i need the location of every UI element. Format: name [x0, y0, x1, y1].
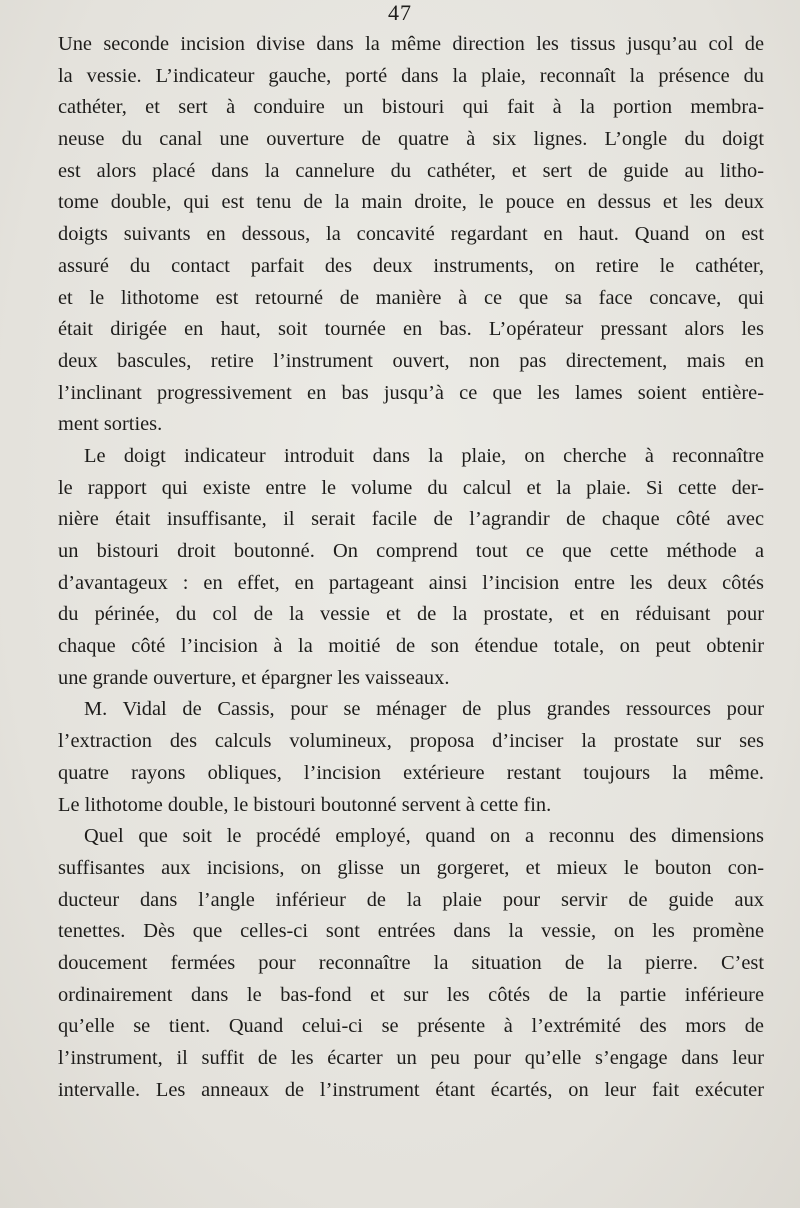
text-line: un bistouri droit boutonné. On comprend tout ce que cette méthode a	[58, 540, 764, 562]
text-line: Le doigt indicateur introduit dans la plaie, on cherche à reconnaître	[84, 444, 764, 467]
text-line: chaque côté l’incision à la moitié de son étendue totale, on peut obtenir	[58, 635, 764, 658]
text-line: l’extraction des calculs volumineux, proposa d’inciser la prostate sur ses	[58, 730, 764, 753]
text-line: la vessie. L’indicateur gauche, porté dans la plaie, reconnaît la présence du	[58, 64, 764, 87]
text-line: du périnée, du col de la vessie et de la prostate, et en réduisant pour	[58, 603, 764, 626]
text-line: est alors placé dans la cannelure du cathéter, et sert de guide au litho-	[58, 159, 764, 182]
text-line: cathéter, et sert à conduire un bistouri qui fait à la portion membra-	[58, 96, 764, 119]
text-line: nière était insuffisante, il serait facile de l’agrandir de chaque côté avec	[58, 508, 764, 531]
text-line: l’inclinant progressivement en bas jusqu’à ce que les lames soient entière-	[58, 381, 764, 404]
page-number: 47	[388, 0, 412, 25]
text-line: deux bascules, retire l’instrument ouvert, non pas directement, mais en	[58, 349, 764, 372]
text-line: et le lithotome est retourné de manière à ce que sa face concave, qui	[58, 286, 764, 309]
text-line: assuré du contact parfait des deux instruments, on retire le cathéter,	[58, 254, 764, 277]
text-line: qu’elle se tient. Quand celui-ci se présente à l’extrémité des mors de	[58, 1015, 764, 1038]
text-line: M. Vidal de Cassis, pour se ménager de plus grandes ressources pour	[84, 698, 764, 721]
text-line: doucement fermées pour reconnaître la situation de la pierre. C’est	[58, 951, 764, 974]
body-text	[58, 29, 764, 1106]
text-line: suffisantes aux incisions, on glisse un gorgeret, et mieux le bouton con-	[58, 856, 764, 879]
text-line: Une seconde incision divise dans la même direction les tissus jusqu’au col de	[58, 33, 764, 55]
text-line: était dirigée en haut, soit tournée en bas. L’opérateur pressant alors les	[58, 318, 764, 341]
text-line: ducteur dans l’angle inférieur de la plaie pour servir de guide aux	[58, 888, 764, 911]
text-line: le rapport qui existe entre le volume du calcul et la plaie. Si cette der-	[58, 476, 764, 499]
text-line: l’instrument, il suffit de les écarter un peu pour qu’elle s’engage dans leur	[58, 1047, 764, 1069]
text-line: ment sorties.	[58, 413, 163, 436]
text-line: tenettes. Dès que celles-ci sont entrées dans la vessie, on les promène	[58, 920, 764, 943]
text-line: d’avantageux : en effet, en partageant ainsi l’incision entre les deux côtés	[58, 571, 764, 594]
text-line: tome double, qui est tenu de la main droite, le pouce en dessus et les deux	[58, 191, 764, 214]
text-line: quatre rayons obliques, l’incision extérieure restant toujours la même.	[58, 761, 764, 784]
text-line: intervalle. Les anneaux de l’instrument étant écartés, on leur fait exécuter	[58, 1078, 764, 1101]
text-line: doigts suivants en dessous, la concavité regardant en haut. Quand on est	[58, 223, 764, 246]
text-line: une grande ouverture, et épargner les vaisseaux.	[58, 666, 450, 689]
text-line: Quel que soit le procédé employé, quand on a reconnu des dimensions	[84, 825, 764, 848]
text-line: ordinairement dans le bas-fond et sur les côtés de la partie inférieure	[58, 983, 764, 1006]
text-line: neuse du canal une ouverture de quatre à six lignes. L’ongle du doigt	[58, 128, 764, 151]
text-line: Le lithotome double, le bistouri boutonné servent à cette fin.	[58, 793, 552, 816]
